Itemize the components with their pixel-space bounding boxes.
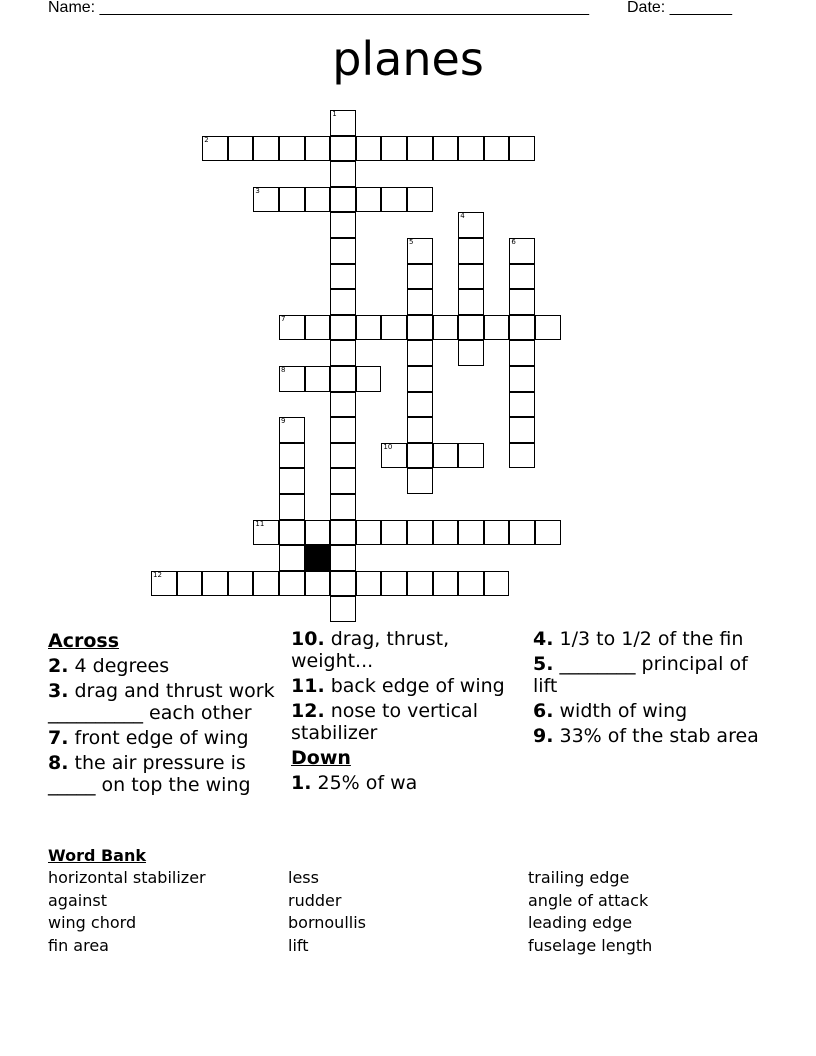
grid-cell[interactable] bbox=[509, 264, 535, 290]
grid-cell[interactable] bbox=[356, 315, 382, 341]
grid-cell[interactable] bbox=[356, 571, 382, 597]
grid-cell[interactable] bbox=[330, 212, 356, 238]
grid-cell[interactable] bbox=[458, 289, 484, 315]
grid-cell[interactable] bbox=[279, 520, 305, 546]
grid-cell[interactable] bbox=[458, 264, 484, 290]
grid-cell[interactable] bbox=[330, 520, 356, 546]
grid-cell[interactable] bbox=[407, 392, 433, 418]
word-bank-item: angle of attack bbox=[528, 890, 649, 910]
clue-number: 12 bbox=[153, 570, 162, 579]
grid-cell[interactable] bbox=[433, 443, 459, 469]
grid-cell[interactable] bbox=[381, 187, 407, 213]
clues-column-1 bbox=[48, 628, 276, 799]
grid-cell[interactable] bbox=[151, 571, 177, 597]
clue-number: 9 bbox=[281, 417, 286, 426]
grid-cell[interactable] bbox=[458, 136, 484, 162]
grid-cell[interactable] bbox=[279, 545, 305, 571]
grid-cell[interactable] bbox=[381, 520, 407, 546]
grid-cell[interactable] bbox=[279, 494, 305, 520]
clues-column-3 bbox=[533, 628, 761, 750]
grid-cell[interactable] bbox=[381, 443, 407, 469]
grid-cell[interactable] bbox=[407, 366, 433, 392]
grid-cell[interactable] bbox=[458, 212, 484, 238]
grid-cell[interactable] bbox=[458, 571, 484, 597]
word-bank-item: rudder bbox=[288, 890, 342, 910]
grid-cell[interactable] bbox=[330, 545, 356, 571]
clue-number: 1 bbox=[332, 110, 337, 118]
grid-cell[interactable] bbox=[279, 187, 305, 213]
puzzle-title: planes bbox=[332, 32, 484, 86]
clue-down-1: 1. 25% of wa bbox=[291, 772, 418, 794]
grid-cell[interactable] bbox=[407, 571, 433, 597]
grid-cell[interactable] bbox=[330, 468, 356, 494]
grid-cell[interactable] bbox=[305, 315, 331, 341]
clue-across-11: 11. back edge of wing bbox=[291, 675, 505, 697]
clue-down-5: 5. ________ principal of lift bbox=[533, 653, 748, 697]
grid-cell[interactable] bbox=[407, 340, 433, 366]
word-bank-column-2 bbox=[288, 867, 366, 957]
grid-cell[interactable] bbox=[330, 238, 356, 264]
grid-cell[interactable] bbox=[330, 392, 356, 418]
clue-across-12: 12. nose to vertical stabilizer bbox=[291, 700, 478, 744]
grid-cell[interactable] bbox=[330, 417, 356, 443]
clue-number: 8 bbox=[281, 366, 286, 374]
grid-cell[interactable] bbox=[330, 596, 356, 622]
grid-cell[interactable] bbox=[330, 264, 356, 290]
word-bank-column-1 bbox=[48, 867, 206, 957]
clues-column-2 bbox=[291, 628, 519, 797]
word-bank-item: against bbox=[48, 890, 107, 910]
word-bank-title: Word Bank bbox=[48, 846, 147, 865]
clue-down-4: 4. 1/3 to 1/2 of the fin bbox=[533, 628, 744, 650]
word-bank-item: bornoullis bbox=[288, 913, 366, 932]
grid-cell[interactable] bbox=[253, 571, 279, 597]
grid-cell[interactable] bbox=[407, 315, 433, 341]
grid-cell[interactable] bbox=[458, 340, 484, 366]
grid-cell[interactable] bbox=[279, 443, 305, 469]
word-bank-column-3 bbox=[528, 867, 652, 957]
grid-cell[interactable] bbox=[330, 289, 356, 315]
grid-cell[interactable] bbox=[279, 136, 305, 162]
clue-number: 6 bbox=[511, 238, 516, 246]
grid-cell[interactable] bbox=[305, 136, 331, 162]
clue-number: 2 bbox=[204, 135, 209, 144]
grid-cell[interactable] bbox=[279, 315, 305, 341]
grid-cell[interactable] bbox=[535, 520, 561, 546]
clue-down-6: 6. width of wing bbox=[533, 700, 688, 722]
grid-cell[interactable] bbox=[330, 366, 356, 392]
grid-cell[interactable] bbox=[330, 571, 356, 597]
word-bank-item: fuselage length bbox=[528, 935, 653, 955]
grid-cell[interactable] bbox=[484, 315, 510, 341]
grid-cell[interactable] bbox=[330, 443, 356, 469]
grid-cell[interactable] bbox=[330, 187, 356, 213]
grid-cell[interactable] bbox=[356, 366, 382, 392]
grid-cell[interactable] bbox=[202, 136, 228, 162]
grid-cell[interactable] bbox=[509, 520, 535, 546]
grid-cell[interactable] bbox=[330, 315, 356, 341]
grid-cell[interactable] bbox=[407, 417, 433, 443]
grid-cell[interactable] bbox=[458, 443, 484, 469]
clue-number: 4 bbox=[460, 212, 465, 221]
grid-cell[interactable] bbox=[433, 571, 459, 597]
grid-cell[interactable] bbox=[458, 238, 484, 264]
grid-cell[interactable] bbox=[228, 571, 254, 597]
grid-cell[interactable] bbox=[228, 136, 254, 162]
grid-cell[interactable] bbox=[202, 571, 228, 597]
grid-cell[interactable] bbox=[407, 264, 433, 290]
down-heading: Down bbox=[291, 747, 351, 769]
grid-cell[interactable] bbox=[433, 520, 459, 546]
grid-cell[interactable] bbox=[535, 315, 561, 341]
grid-cell[interactable] bbox=[330, 136, 356, 162]
grid-cell[interactable] bbox=[177, 571, 203, 597]
word-bank-item: horizontal stabilizer bbox=[48, 868, 206, 887]
across-heading: Across bbox=[48, 630, 120, 652]
grid-cell[interactable] bbox=[484, 571, 510, 597]
grid-cell[interactable] bbox=[279, 417, 305, 443]
clue-down-9: 9. 33% of the stab area bbox=[533, 725, 759, 747]
grid-cell[interactable] bbox=[305, 571, 331, 597]
grid-cell[interactable] bbox=[509, 136, 535, 162]
grid-cell[interactable] bbox=[509, 417, 535, 443]
grid-cell[interactable] bbox=[509, 392, 535, 418]
grid-cell[interactable] bbox=[433, 136, 459, 162]
clue-number: 10 bbox=[383, 442, 393, 451]
grid-cell[interactable] bbox=[356, 136, 382, 162]
clue-across-10: 10. drag, thrust, weight... bbox=[291, 628, 450, 672]
grid-cell[interactable] bbox=[381, 136, 407, 162]
grid-cell[interactable] bbox=[458, 520, 484, 546]
grid-cell[interactable] bbox=[509, 340, 535, 366]
grid-cell[interactable] bbox=[484, 520, 510, 546]
word-bank-item: trailing edge bbox=[528, 868, 630, 887]
grid-cell[interactable] bbox=[407, 136, 433, 162]
grid-cell[interactable] bbox=[330, 110, 356, 136]
grid-cell[interactable] bbox=[433, 315, 459, 341]
grid-cell[interactable] bbox=[407, 520, 433, 546]
grid-cell[interactable] bbox=[305, 520, 331, 546]
grid-cell[interactable] bbox=[279, 468, 305, 494]
clue-number: 7 bbox=[281, 314, 286, 323]
grid-cell[interactable] bbox=[381, 571, 407, 597]
grid-cell[interactable] bbox=[330, 161, 356, 187]
grid-cell[interactable] bbox=[407, 238, 433, 264]
grid-cell[interactable] bbox=[484, 136, 510, 162]
grid-cell[interactable] bbox=[407, 289, 433, 315]
grid-cell[interactable] bbox=[356, 520, 382, 546]
date-field[interactable]: Date: _______ bbox=[627, 0, 732, 16]
grid-cell[interactable] bbox=[381, 315, 407, 341]
grid-cell[interactable] bbox=[356, 187, 382, 213]
grid-cell[interactable] bbox=[253, 187, 279, 213]
grid-cell[interactable] bbox=[509, 289, 535, 315]
grid-cell[interactable] bbox=[458, 315, 484, 341]
clue-across-3: 3. drag and thrust work __________ each other bbox=[48, 680, 275, 724]
clue-number: 3 bbox=[255, 186, 260, 195]
grid-cell[interactable] bbox=[509, 315, 535, 341]
clue-across-8: 8. the air pressure is _____ on top the wing bbox=[48, 752, 251, 796]
grid-cell[interactable] bbox=[279, 571, 305, 597]
grid-cell[interactable] bbox=[509, 366, 535, 392]
grid-cell[interactable] bbox=[407, 468, 433, 494]
clue-across-7: 7. front edge of wing bbox=[48, 727, 249, 749]
grid-cell[interactable] bbox=[253, 520, 279, 546]
grid-cell[interactable] bbox=[305, 187, 331, 213]
word-bank-item: leading edge bbox=[528, 913, 633, 932]
word-bank-item: less bbox=[288, 868, 319, 887]
grid-cell[interactable] bbox=[305, 366, 331, 392]
grid-cell[interactable] bbox=[253, 136, 279, 162]
grid-cell[interactable] bbox=[330, 494, 356, 520]
grid-cell[interactable] bbox=[509, 443, 535, 469]
grid-black-cell bbox=[305, 545, 331, 571]
word-bank-item: wing chord bbox=[48, 913, 137, 932]
grid-cell[interactable] bbox=[407, 443, 433, 469]
grid-cell[interactable] bbox=[407, 187, 433, 213]
grid-cell[interactable] bbox=[509, 238, 535, 264]
word-bank-item: lift bbox=[288, 935, 309, 955]
grid-cell[interactable] bbox=[330, 340, 356, 366]
word-bank-item: fin area bbox=[48, 935, 109, 955]
clue-number: 11 bbox=[255, 519, 265, 528]
grid-cell[interactable] bbox=[279, 366, 305, 392]
clue-across-2: 2. 4 degrees bbox=[48, 655, 170, 677]
clue-number: 5 bbox=[409, 238, 414, 246]
name-field[interactable]: Name: _______________________________________________________ bbox=[48, 0, 589, 16]
